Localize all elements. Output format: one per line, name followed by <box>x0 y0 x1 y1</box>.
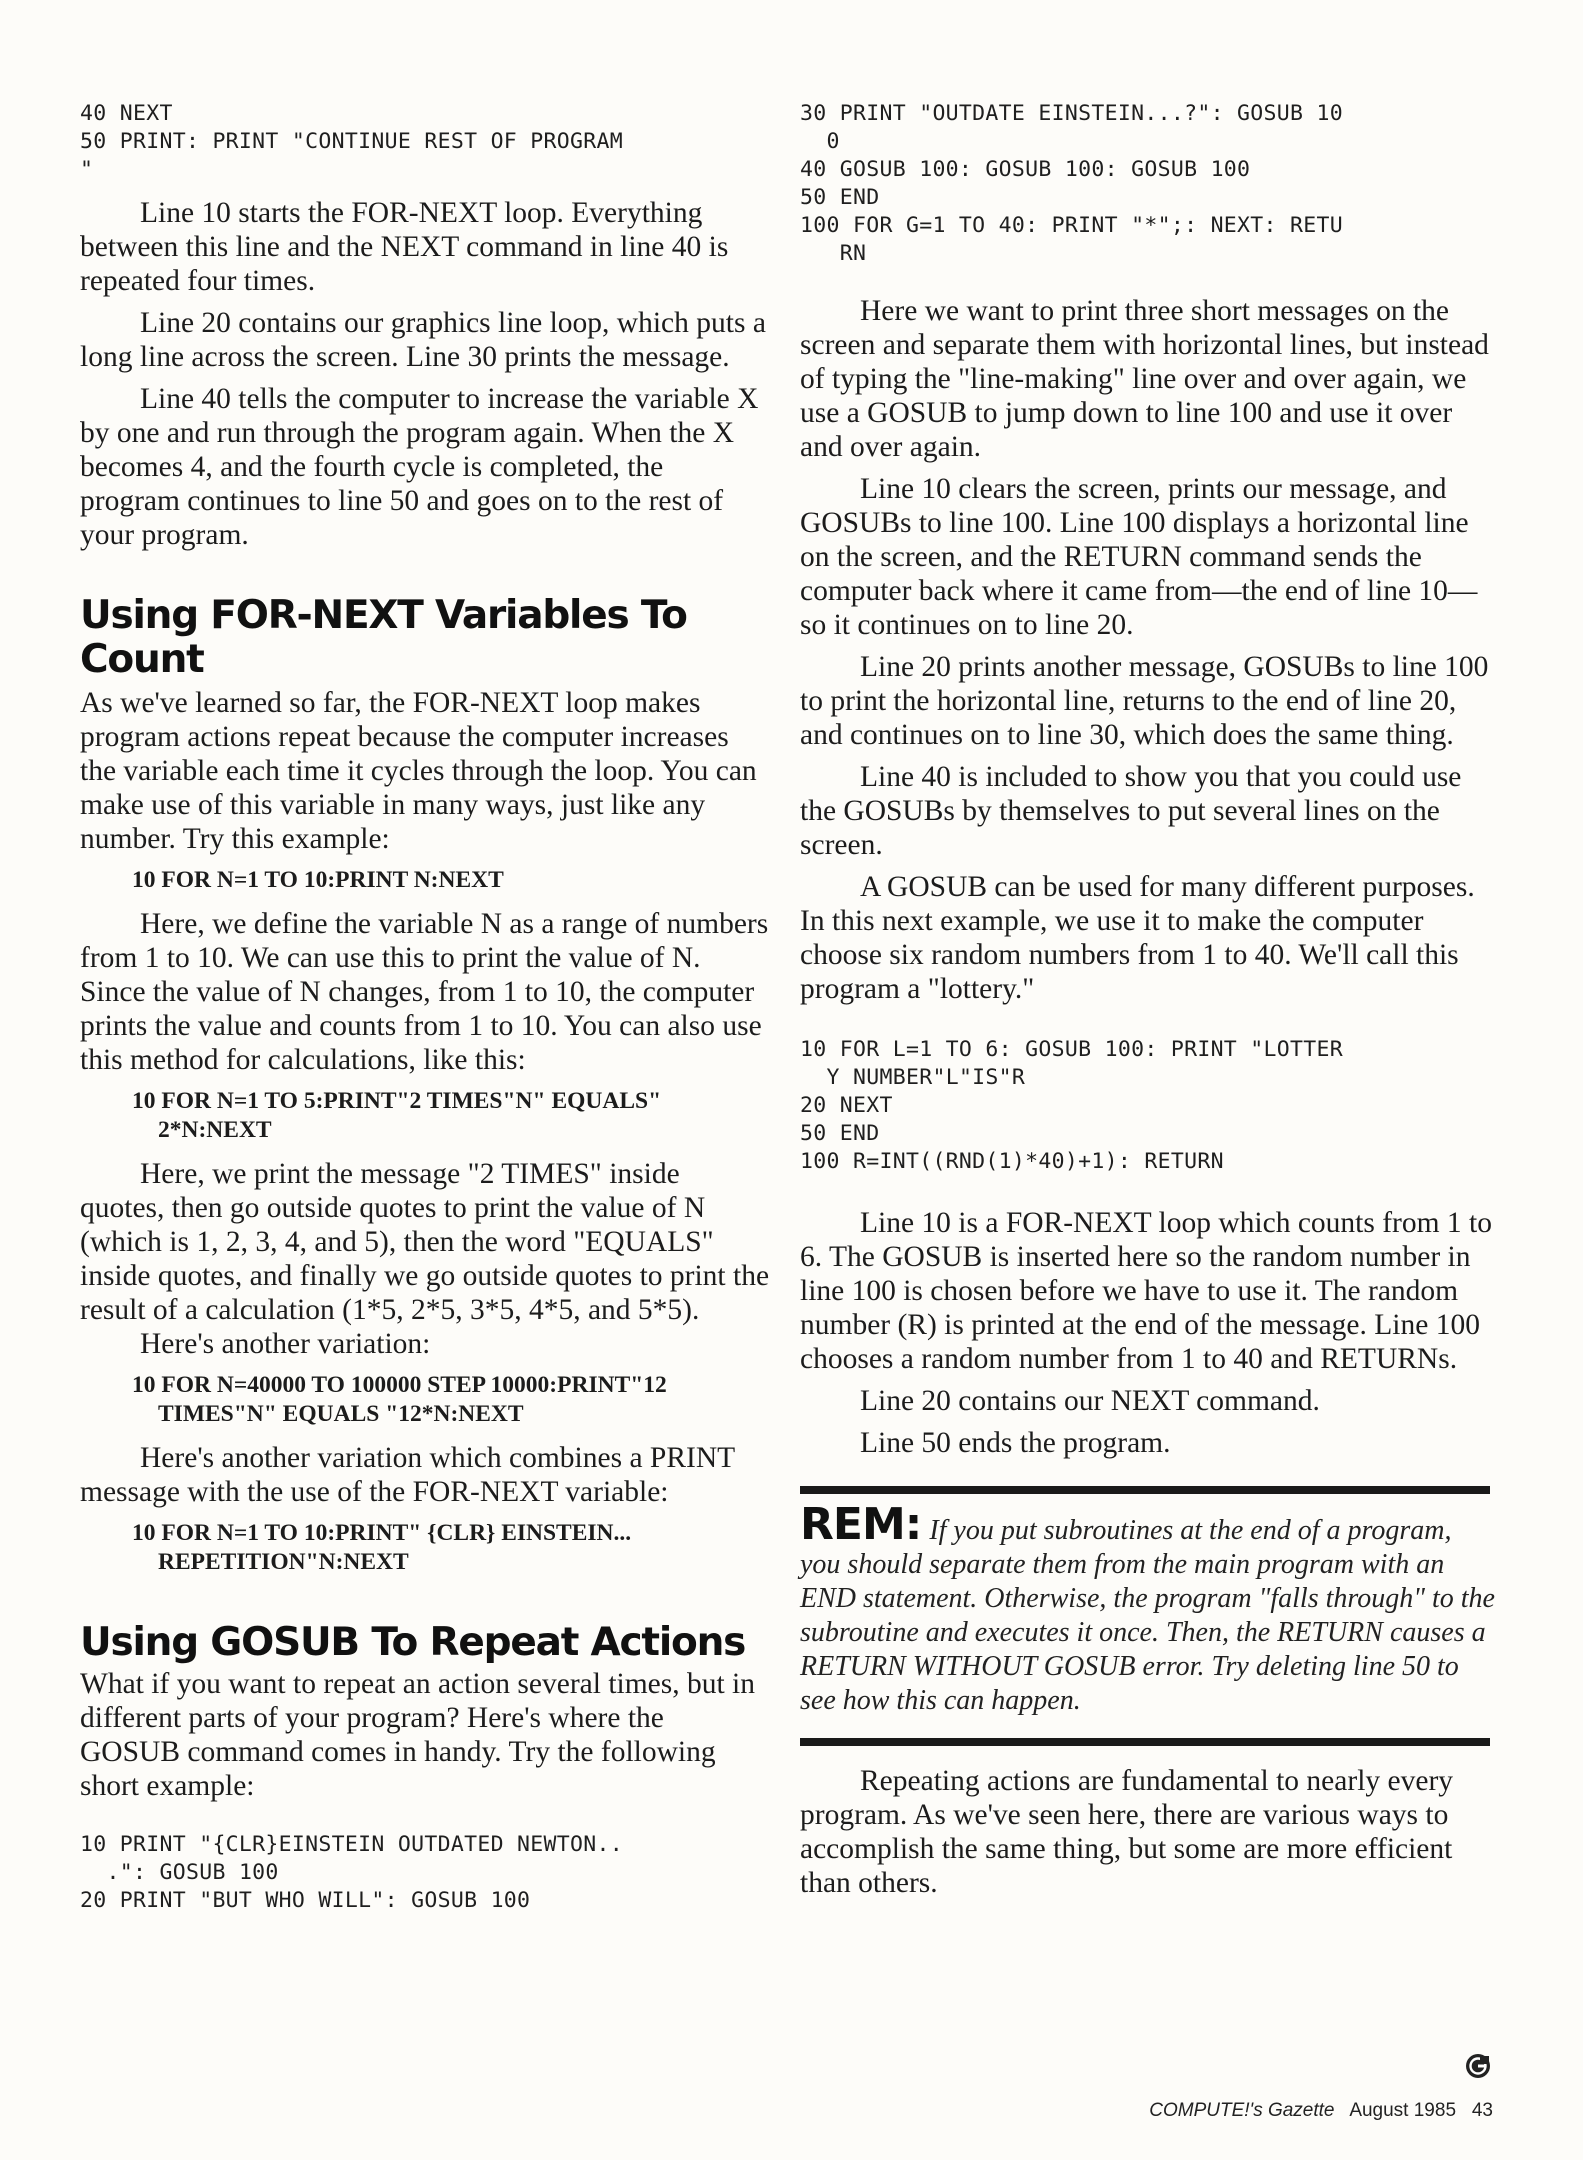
paragraph: Line 20 contains our NEXT command. <box>860 1385 1320 1417</box>
rem-note <box>800 1499 1495 1718</box>
left-column <box>80 100 770 1915</box>
paragraph: Line 10 starts the FOR-NEXT loop. Everything between this line and the NEXT command in line 40 is repeated four times. <box>80 197 729 297</box>
gazette-logo-icon <box>1465 2053 1491 2079</box>
paragraph: What if you want to repeat an action several times, but in different parts of your program? Here's where the GOSUB command comes in handy. Try the following short example: <box>80 1668 755 1802</box>
rem-label: REM: <box>800 1499 922 1550</box>
paragraph: As we've learned so far, the FOR-NEXT loop makes program actions repeat because the computer increases the variable each time it cycles through the loop. You can make use of this variable in many ways, just like any number. Try this example: <box>80 687 757 855</box>
rule-divider <box>800 1738 1490 1746</box>
paragraph: Line 20 contains our graphics line loop, which puts a long line across the screen. Line 30 prints the message. <box>80 307 766 373</box>
code-example: 10 FOR N=1 TO 5:PRINT"2 TIMES"N" EQUALS" 2*N:NEXT <box>132 1088 662 1143</box>
paragraph: Here's another variation which combines a PRINT message with the use of the FOR-NEXT variable: <box>80 1442 735 1508</box>
rem-text: If you put subroutines at the end of a program, you should separate them from the main program with an END statement. Otherwise, the program "falls through" to the subroutine and executes it once. Then, the RETURN causes a RETURN WITHOUT GOSUB error. Try deleting line 50 to see how this can happen. <box>800 1515 1495 1716</box>
code-listing-2: 10 PRINT "{CLR}EINSTEIN OUTDATED NEWTON.. .": GOSUB 100 20 PRINT "BUT WHO WILL": GOSUB 100 <box>80 1832 624 1913</box>
paragraph: Line 40 tells the computer to increase the variable X by one and run through the program again. When the X becomes 4, and the fourth cycle is completed, the program continues to line 50 and goes on to the rest of your program. <box>80 383 759 551</box>
code-example: 10 FOR N=1 TO 10:PRINT N:NEXT <box>132 867 504 893</box>
right-column <box>800 100 1495 1900</box>
paragraph: Line 20 prints another message, GOSUBs to line 100 to print the horizontal line, returns to the end of line 20, and continues on to line 30, which does the same thing. <box>800 651 1489 751</box>
paragraph: Line 10 clears the screen, prints our message, and GOSUBs to line 100. Line 100 displays a horizontal line on the screen, and the RETURN command sends the computer back where it came from—the end of line 10—so it continues on to line 20. <box>800 473 1478 641</box>
section-heading: Using FOR-NEXT Variables To Count <box>80 593 687 682</box>
paragraph: Line 10 is a FOR-NEXT loop which counts from 1 to 6. The GOSUB is inserted here so the random number in line 100 is chosen before we have to use it. The random number (R) is printed at the end of the message. Line 100 chooses a random number from 1 to 40 and RETURNs. <box>800 1207 1493 1375</box>
code-listing-3: 30 PRINT "OUTDATE EINSTEIN...?": GOSUB 10 0 40 GOSUB 100: GOSUB 100: GOSUB 100 50 END 100 FOR G=1 TO 40: PRINT "*";: NEXT: RETU RN <box>800 101 1344 266</box>
page-footer <box>1149 2100 1493 2122</box>
paragraph: Line 50 ends the program. <box>860 1427 1171 1459</box>
code-listing-4: 10 FOR L=1 TO 6: GOSUB 100: PRINT "LOTTER Y NUMBER"L"IS"R 20 NEXT 50 END 100 R=INT((RND(1)*40)+1): RETURN <box>800 1037 1344 1174</box>
paragraph: Repeating actions are fundamental to nearly every program. As we've seen here, there are various ways to accomplish the same thing, but some are more efficient than others. <box>800 1765 1454 1899</box>
code-listing-1: 40 NEXT 50 PRINT: PRINT "CONTINUE REST OF PROGRAM " <box>80 101 624 182</box>
code-example: 10 FOR N=40000 TO 100000 STEP 10000:PRINT"12 TIMES"N" EQUALS "12*N:NEXT <box>132 1372 667 1427</box>
paragraph: A GOSUB can be used for many different purposes. In this next example, we use it to make the computer choose six random numbers from 1 to 40. We'll call this program a "lottery." <box>800 871 1475 1005</box>
rule-divider <box>800 1486 1490 1494</box>
section-heading: Using GOSUB To Repeat Actions <box>80 1620 746 1665</box>
paragraph: Here, we define the variable N as a range of numbers from 1 to 10. We can use this to print the value of N. Since the value of N changes, from 1 to 10, the computer prints the value and counts from 1 to 10. You can also use this method for calculations, like this: <box>80 908 769 1076</box>
page-number: 43 <box>1471 2100 1493 2121</box>
code-example: 10 FOR N=1 TO 10:PRINT" {CLR} EINSTEIN... REPETITION"N:NEXT <box>132 1520 632 1575</box>
issue-date: August 1985 <box>1349 2100 1457 2121</box>
paragraph: Line 40 is included to show you that you could use the GOSUBs by themselves to put several lines on the screen. <box>800 761 1462 861</box>
magazine-name: COMPUTE!'s Gazette <box>1149 2100 1335 2121</box>
paragraph: Here, we print the message "2 TIMES" inside quotes, then go outside quotes to print the value of N (which is 1, 2, 3, 4, and 5), then the word "EQUALS" inside quotes, and finally we go outside quotes to print the result of a calculation (1*5, 2*5, 3*5, 4*5, and 5*5). <box>80 1158 770 1326</box>
paragraph: Here's another variation: <box>140 1328 431 1360</box>
paragraph: Here we want to print three short messages on the screen and separate them with horizontal lines, but instead of typing the "line-making" line over and over again, we use a GOSUB to jump down to line 100 and use it over and over again. <box>800 295 1489 463</box>
